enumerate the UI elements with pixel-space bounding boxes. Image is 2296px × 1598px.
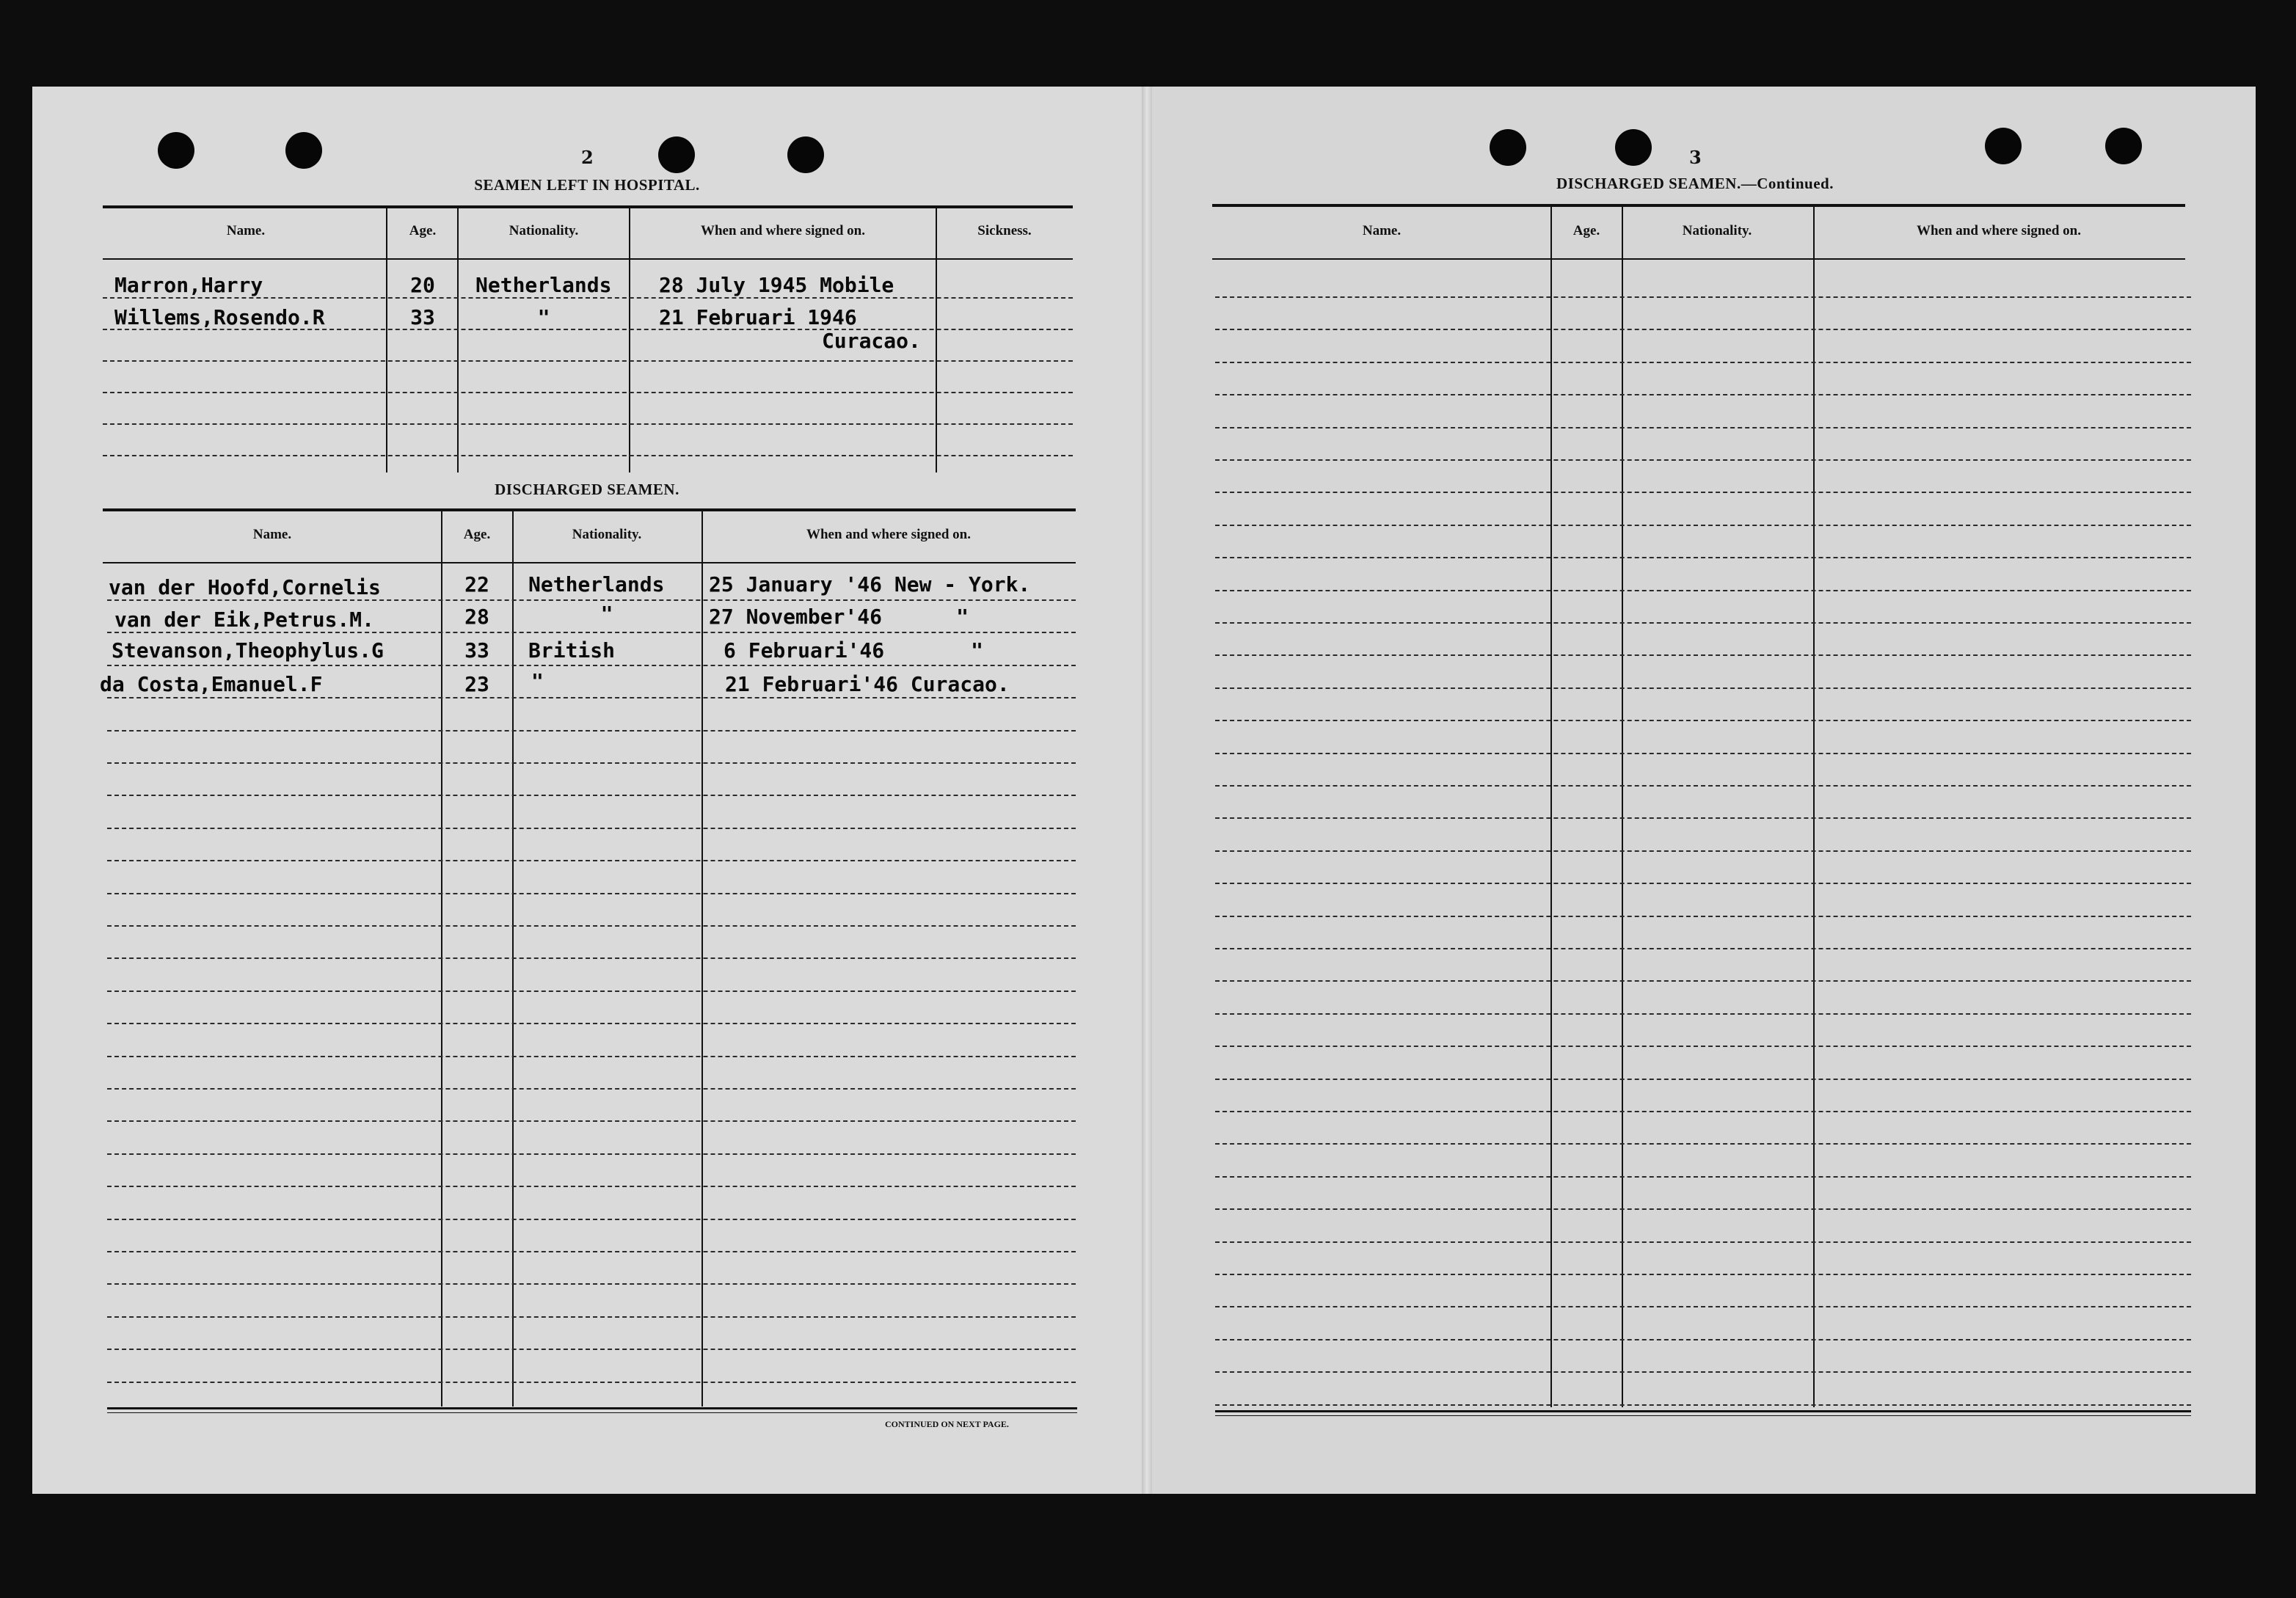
ruled-line [1215,427,2191,428]
hospital-row-nationality: " [537,305,550,329]
discharged-row-nationality: " [531,669,544,693]
ruled-line [1215,1274,2191,1275]
hospital-row-name: Willems,Rosendo.R [114,305,325,329]
page-fold [1142,87,1152,1494]
header-rule [103,258,1073,260]
column-divider [457,208,459,473]
discharged-row-nationality: Netherlands [528,572,665,596]
column-divider [629,208,630,473]
ruled-line [103,423,1073,425]
col-header-nationality: Nationality. [1682,223,1752,238]
ruled-line [1215,296,2191,298]
column-divider [936,208,937,473]
ruled-line [1215,1176,2191,1178]
ruled-line [107,1153,1076,1155]
discharged-row-name: da Costa,Emanuel.F [100,672,323,696]
ruled-line [107,1251,1076,1252]
ruled-line [103,360,1073,362]
ruled-line [107,1186,1076,1187]
discharged-row-signed-on: 27 November'46 " [709,605,969,629]
ruled-line [107,599,1076,601]
punch-hole [2105,128,2142,164]
ruled-line [1215,1339,2191,1340]
ruled-line [107,860,1076,861]
ruled-line [107,828,1076,829]
discharged-row-age: 28 [464,605,489,629]
punch-hole [1615,129,1652,166]
ruled-line [1215,948,2191,949]
discharged-continued-title: DISCHARGED SEAMEN.—Continued. [1556,175,1834,192]
hospital-row-signed-on-place: Curacao. [822,329,921,353]
discharged-row-name: van der Eik,Petrus.M. [114,608,375,632]
ruled-line [103,297,1073,299]
col-header-age: Age. [409,223,437,238]
ruled-line [107,1382,1076,1383]
col-header-name: Name. [226,223,266,238]
ruled-line [107,1120,1076,1122]
ruled-line [107,1316,1076,1318]
discharged-section-title: DISCHARGED SEAMEN. [495,481,679,498]
col-header-signed-on: When and where signed on. [700,223,865,238]
ruled-line [107,957,1076,959]
col-header-name: Name. [252,527,292,542]
ruled-line [107,990,1076,992]
ruled-line [107,1349,1076,1350]
punch-hole [1490,129,1526,166]
col-header-age: Age. [1572,223,1600,238]
ruled-line [107,665,1076,666]
page-number: 3 [1689,147,1702,168]
ruled-line [1215,1404,2191,1406]
ruled-line [107,795,1076,796]
ruled-line [1215,557,2191,558]
table-bottom-rule [1215,1415,2191,1416]
ruled-line [1215,394,2191,395]
ruled-line [1215,1013,2191,1015]
discharged-row-signed-on: 21 Februari'46 Curacao. [725,672,1010,696]
column-divider [1622,207,1623,1407]
discharged-row-name: Stevanson,Theophylus.G [112,638,384,663]
ruled-line [1215,1208,2191,1210]
ruled-line [1215,459,2191,461]
continued-note: CONTINUED ON NEXT PAGE. [885,1419,1009,1429]
ruled-line [1215,720,2191,721]
ruled-line [107,697,1076,698]
header-rule [103,562,1076,563]
discharged-row-age: 33 [464,638,489,663]
hospital-row-nationality: Netherlands [475,273,612,297]
col-header-signed-on: When and where signed on. [1916,223,2081,238]
ruled-line [1215,916,2191,917]
discharged-row-age: 23 [464,672,489,696]
ruled-line [1215,817,2191,819]
column-divider [386,208,387,473]
punch-hole [158,132,194,169]
col-header-name: Name. [1362,223,1402,238]
table-top-rule [1212,204,2185,207]
ruled-line [1215,1046,2191,1047]
hospital-row-signed-on: 21 Februari 1946 [659,305,857,329]
ruled-line [1215,1371,2191,1373]
ruled-line [1215,980,2191,982]
hospital-row-name: Marron,Harry [114,273,263,297]
hospital-section-title: SEAMEN LEFT IN HOSPITAL. [474,176,700,194]
ruled-line [107,762,1076,764]
table-bottom-rule [107,1407,1077,1409]
discharged-row-name: van der Hoofd,Cornelis [109,575,381,599]
table-top-rule [103,205,1073,208]
ruled-line [1215,1241,2191,1243]
ruled-line [107,1219,1076,1220]
header-rule [1212,258,2185,260]
table-top-rule [103,508,1076,511]
ruled-line [107,893,1076,894]
ruled-line [1215,1079,2191,1080]
punch-hole [285,132,322,169]
col-header-signed-on: When and where signed on. [806,527,971,542]
punch-hole [1985,128,2022,164]
hospital-row-signed-on: 28 July 1945 Mobile [659,273,894,297]
table-bottom-rule [107,1412,1077,1413]
discharged-row-nationality: British [528,638,616,663]
ruled-line [1215,753,2191,754]
ruled-line [1215,654,2191,656]
ruled-line [1215,1111,2191,1112]
col-header-nationality: Nationality. [572,527,642,542]
ruled-line [107,1056,1076,1057]
column-divider [1550,207,1552,1407]
ruled-line [107,730,1076,731]
hospital-row-age: 20 [410,273,435,297]
punch-hole [658,136,695,173]
ruled-line [1215,1306,2191,1307]
page-number: 2 [581,147,594,168]
col-header-sickness: Sickness. [977,223,1032,238]
ruled-line [1215,1143,2191,1145]
ruled-line [1215,850,2191,852]
hospital-row-age: 33 [410,305,435,329]
column-divider [1813,207,1815,1407]
ruled-line [1215,362,2191,363]
ruled-line [1215,590,2191,591]
ruled-line [103,455,1073,456]
discharged-row-nationality: " [600,602,613,626]
col-header-nationality: Nationality. [509,223,579,238]
ruled-line [1215,525,2191,526]
ruled-line [1215,687,2191,689]
ruled-line [107,925,1076,927]
ruled-line [1215,622,2191,624]
discharged-row-signed-on: 6 Februari'46 " [724,638,984,663]
table-bottom-rule [1215,1410,2191,1412]
ruled-line [1215,785,2191,787]
ruled-line [1215,492,2191,493]
ruled-line [1215,883,2191,884]
punch-hole [787,136,824,173]
ruled-line [1215,329,2191,330]
ruled-line [107,632,1076,633]
col-header-age: Age. [463,527,491,542]
ruled-line [107,1023,1076,1024]
ruled-line [107,1283,1076,1285]
ruled-line [107,1088,1076,1090]
discharged-row-age: 22 [464,572,489,596]
ruled-line [103,392,1073,393]
discharged-row-signed-on: 25 January '46 New - York. [709,572,1031,596]
